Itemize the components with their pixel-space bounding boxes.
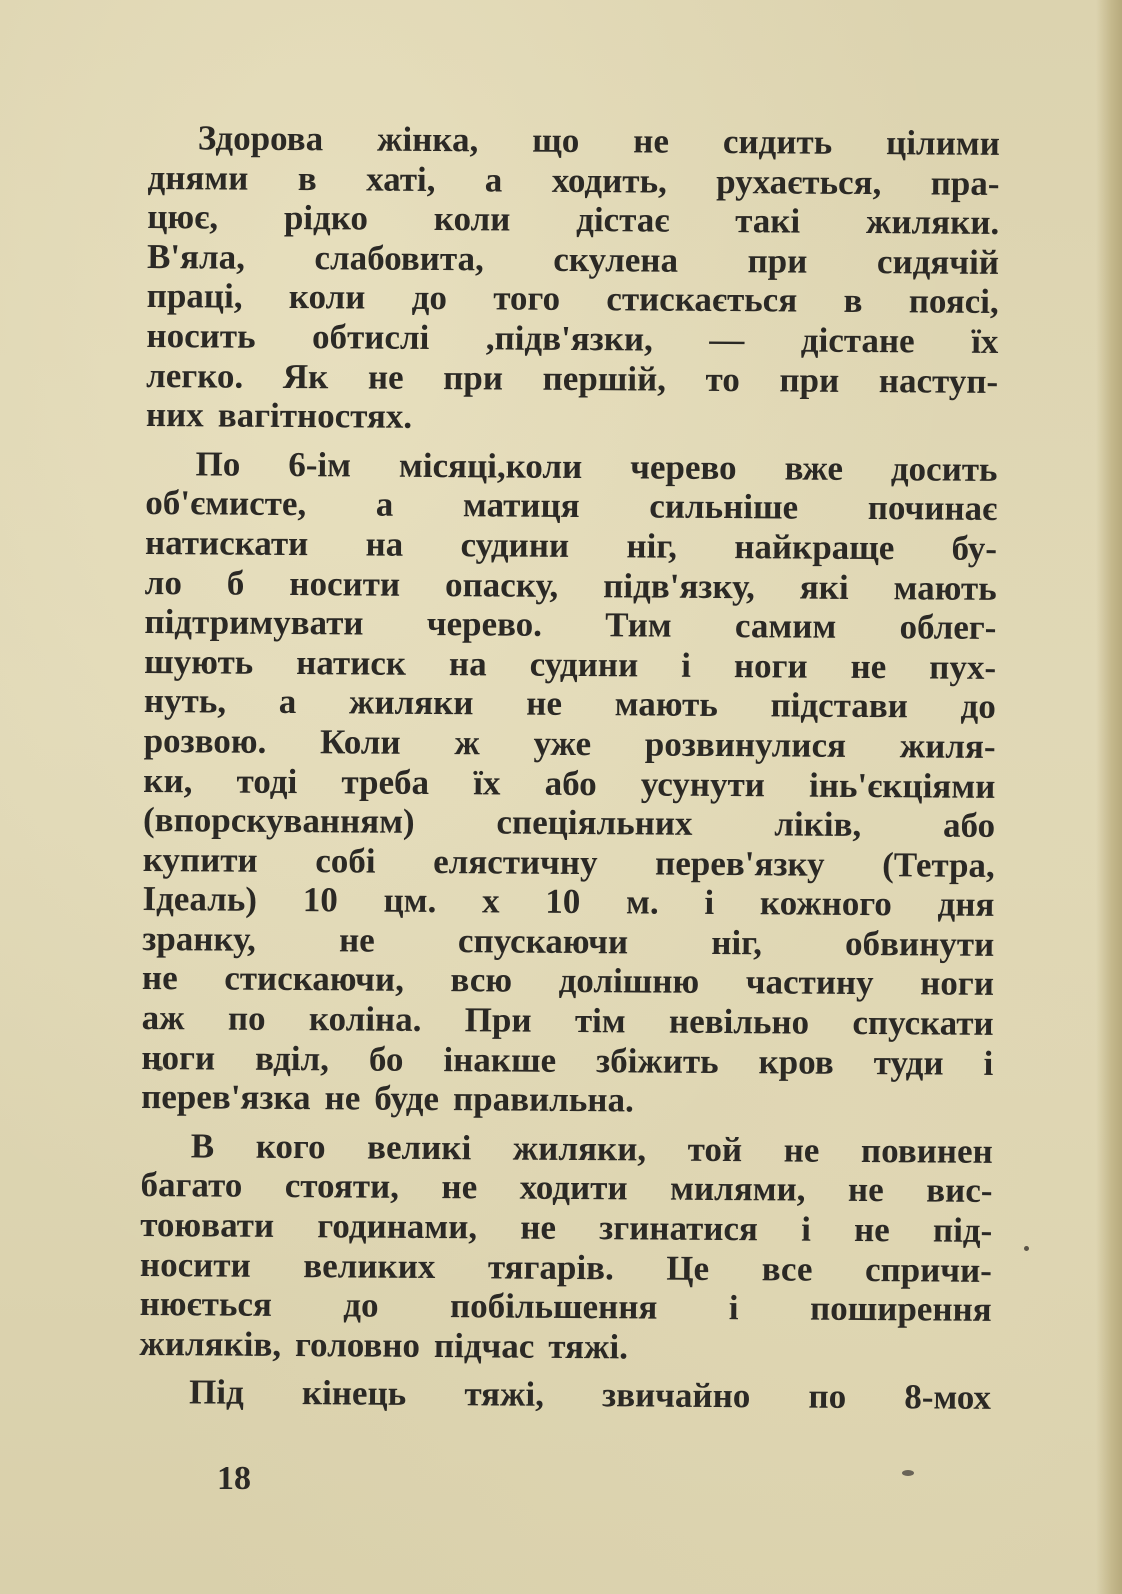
word: усунути [640, 763, 766, 804]
page-edge-shadow [1096, 0, 1122, 1594]
text-line [146, 395, 998, 441]
word: кожного [759, 883, 892, 924]
word: вагітностях. [217, 395, 413, 437]
text-line [142, 919, 994, 965]
word: побільшення [449, 1286, 658, 1327]
word: спричи- [864, 1249, 993, 1290]
text-line [145, 563, 997, 609]
word: багато [140, 1165, 243, 1206]
word: нуть, [143, 681, 227, 721]
word: не [324, 1078, 361, 1118]
text-line [140, 1245, 992, 1291]
word: перев'язку [655, 843, 825, 884]
word: великих [303, 1245, 436, 1286]
word: ноги [141, 1037, 216, 1078]
word: судини [529, 644, 639, 685]
word: спеціяльних [496, 802, 693, 843]
word: жиля- [899, 726, 996, 766]
word: збіжить [595, 1040, 719, 1081]
text-line [140, 1165, 992, 1211]
word: носити [289, 563, 401, 604]
word: вже [784, 448, 844, 488]
word: тягарів. [487, 1247, 614, 1287]
word: наступ- [878, 360, 999, 401]
word: стискаючи, [224, 959, 405, 1000]
text-line [140, 1284, 992, 1330]
word: самим [734, 606, 837, 646]
word: матиця [462, 485, 580, 526]
word: коли [433, 199, 511, 239]
word: звичайно [601, 1375, 751, 1416]
word: черево. [426, 604, 543, 644]
word: і [801, 1209, 812, 1249]
word: рухається, [716, 161, 882, 202]
word: судини [460, 525, 570, 565]
word: правильна. [452, 1079, 634, 1120]
word: бо [368, 1039, 404, 1079]
word: а [278, 682, 297, 722]
word: не [850, 646, 887, 686]
word: коли [288, 277, 366, 317]
text-line [146, 316, 998, 362]
word: В'яла, [146, 236, 246, 277]
text-line [147, 276, 999, 322]
word: такі [735, 201, 801, 241]
word: той [687, 1129, 743, 1170]
word: натиск [296, 642, 407, 683]
word: найкраще [734, 527, 895, 568]
word: не [441, 1167, 478, 1207]
word: на [365, 524, 404, 564]
word: жиляки, [512, 1128, 647, 1169]
word: поширення [809, 1288, 992, 1330]
word: пра- [930, 163, 1000, 203]
word: В [190, 1126, 215, 1166]
word: долішню [558, 961, 700, 1002]
word: цює, [147, 197, 219, 237]
text-line [147, 237, 999, 283]
word: рідко [283, 198, 369, 238]
word: Як [282, 356, 329, 396]
text-line [148, 118, 1000, 164]
word: в [843, 281, 863, 321]
word: тяжі. [548, 1326, 629, 1367]
word: буде [374, 1078, 440, 1119]
word: елястичну [433, 841, 598, 882]
word: зранку, [142, 918, 257, 959]
word: їх [473, 762, 501, 802]
word: Це [666, 1248, 710, 1288]
word: б [226, 563, 245, 603]
word: і [681, 645, 692, 685]
word: (впорскуванням) [142, 800, 415, 841]
paper-fleck [1024, 1246, 1029, 1251]
text-line [143, 840, 995, 886]
word: треба [341, 761, 430, 802]
word: ки, [143, 760, 193, 800]
word: обтислі [311, 317, 430, 357]
word: легко. [146, 355, 244, 396]
text-line [146, 356, 998, 402]
word: обвинути [844, 923, 995, 964]
text-line [141, 1038, 993, 1084]
word: розвинулися [644, 724, 847, 765]
word: що [532, 120, 580, 161]
word: ло [144, 562, 183, 602]
word: слабовита, [314, 237, 484, 279]
word: ліків, [774, 804, 862, 845]
word: уже [533, 723, 592, 764]
word: носить [146, 315, 256, 356]
word: скулена [553, 239, 679, 280]
text-line [145, 483, 997, 529]
word: тоювати [140, 1205, 275, 1245]
word: не [783, 1130, 820, 1170]
word: не [847, 1170, 884, 1210]
word: — [709, 319, 745, 360]
word: стояти, [284, 1166, 400, 1207]
word: тяжі, [464, 1374, 545, 1415]
word: ходить, [551, 160, 667, 201]
word: і [728, 1288, 739, 1328]
word: і [704, 883, 715, 923]
word: великі [366, 1127, 472, 1168]
word: м. [625, 882, 659, 922]
text-line [144, 681, 996, 727]
word: вис- [926, 1170, 993, 1211]
word: жиляки. [865, 202, 1000, 243]
text-line [139, 1372, 991, 1418]
text-line [144, 721, 996, 767]
word: нюється [139, 1284, 273, 1325]
word: спускаючи [457, 921, 629, 962]
paragraph [146, 118, 1000, 441]
word: дня [937, 884, 995, 925]
word: не [141, 958, 178, 998]
word: головно [294, 1324, 421, 1365]
word: підстави [770, 685, 909, 726]
word: ж [454, 723, 480, 763]
word: дістане [800, 320, 915, 361]
word: 8-мох [904, 1377, 992, 1418]
word: опаску, [444, 564, 559, 605]
word: 10 [302, 880, 338, 920]
text-line [144, 642, 996, 688]
word: Коли [319, 722, 401, 762]
word: вділ, [255, 1038, 330, 1078]
text-line [141, 1126, 993, 1172]
word: жінка, [376, 119, 479, 160]
word: спускати [852, 1003, 994, 1043]
word: підчас [433, 1325, 535, 1366]
text-line [142, 958, 994, 1004]
word: цм. [383, 880, 437, 921]
word: собі [315, 840, 376, 881]
word: 10 [545, 882, 581, 922]
word: частину [745, 962, 874, 1003]
word: тім [574, 1001, 626, 1041]
word: При [464, 1000, 532, 1040]
word: не [853, 1209, 890, 1250]
word: до [343, 1285, 379, 1325]
word: починає [867, 488, 998, 529]
word: того [493, 278, 561, 319]
word: Ідеаль) [142, 879, 258, 920]
word: то [705, 359, 740, 399]
word: ,підв'язки, [485, 318, 654, 359]
word: а [375, 484, 394, 525]
word: не [526, 683, 563, 724]
word: поясі, [908, 281, 999, 322]
word: сидячій [876, 241, 1000, 282]
word: при [747, 240, 808, 281]
word: мають [614, 684, 718, 725]
text-line [143, 800, 995, 846]
word: інакше [443, 1039, 557, 1080]
word: Тим [605, 605, 672, 645]
word: місяці,коли [398, 445, 583, 486]
word: кінець [301, 1373, 407, 1414]
text-line [147, 197, 999, 243]
word: першій, [542, 358, 667, 399]
word: (Тетра, [882, 844, 995, 885]
text-line [139, 1324, 991, 1370]
word: пух- [929, 647, 997, 687]
word: купити [142, 839, 258, 880]
text-line [143, 760, 995, 806]
word: об'ємисте, [145, 483, 307, 524]
word: годинами, [317, 1206, 478, 1247]
word: ноги [920, 963, 995, 1004]
word: все [761, 1248, 813, 1289]
word: і [983, 1043, 994, 1083]
paragraph [139, 1126, 993, 1370]
word: їх [971, 321, 999, 361]
word: досить [890, 448, 998, 489]
text-line [145, 523, 997, 569]
word: мають [893, 567, 997, 608]
page-number: 18 [217, 1460, 251, 1497]
word: невільно [668, 1001, 810, 1042]
word: згинатися [599, 1208, 759, 1249]
text-line [145, 444, 997, 490]
word: бу- [951, 528, 998, 568]
text-line [142, 879, 994, 925]
word: днями [147, 157, 249, 198]
word: всю [450, 960, 513, 1001]
paragraph [141, 444, 998, 1123]
word: коліна. [308, 999, 422, 1039]
word: По [195, 444, 241, 484]
word: носити [139, 1244, 251, 1285]
word: на [448, 643, 487, 684]
word: кого [255, 1126, 326, 1167]
word: милями, [669, 1169, 806, 1210]
word: які [799, 567, 849, 607]
word: Під [188, 1372, 244, 1413]
word: перев'язка [141, 1077, 311, 1118]
word: жиляків, [139, 1323, 282, 1364]
word: не [338, 920, 375, 960]
word: стискається [606, 279, 798, 320]
word: черево [630, 447, 737, 487]
text-line [147, 158, 999, 204]
word: в [297, 158, 317, 198]
word: х [481, 881, 500, 921]
word: ніг, [626, 526, 678, 566]
text-line [142, 998, 994, 1044]
word: сидить [722, 122, 833, 162]
paper-fleck [902, 1470, 914, 1476]
word: підтримувати [144, 602, 364, 643]
body-text [139, 118, 1000, 1418]
word: по [808, 1377, 847, 1417]
word: повинен [860, 1130, 993, 1171]
word: аж [141, 998, 185, 1038]
word: ходити [519, 1168, 628, 1208]
word: інь'єкціями [808, 765, 996, 806]
word: до [411, 278, 448, 318]
word: а [484, 159, 503, 200]
word: цілими [885, 123, 1000, 163]
text-line [141, 1077, 993, 1123]
word: 6-ім [288, 444, 352, 485]
text-line [144, 602, 996, 648]
word: праці, [146, 276, 243, 317]
word: них [145, 395, 204, 435]
word: по [227, 998, 266, 1038]
word: або [942, 805, 996, 846]
word: або [544, 763, 597, 803]
word: Здорова [197, 118, 324, 159]
word: підв'язку, [603, 565, 755, 606]
word: не [520, 1207, 557, 1247]
word: туди [873, 1042, 944, 1083]
word: кров [758, 1041, 834, 1082]
word: облег- [899, 607, 997, 648]
paragraph [139, 1372, 991, 1418]
word: не [367, 357, 404, 397]
word: натискати [144, 522, 309, 564]
word: під- [932, 1210, 993, 1250]
word: ноги [733, 645, 808, 686]
word: при [443, 357, 504, 398]
word: дістає [576, 200, 670, 240]
word: тоді [236, 761, 298, 801]
word: жиляки [348, 682, 474, 723]
text-line [140, 1205, 992, 1251]
word: хаті, [366, 159, 436, 199]
word: шують [144, 641, 254, 682]
word: розвою. [143, 720, 267, 761]
word: ніг, [711, 922, 763, 963]
word: сильніше [649, 486, 799, 527]
word: при [779, 359, 840, 400]
word: не [633, 121, 670, 161]
word: до [960, 687, 996, 727]
